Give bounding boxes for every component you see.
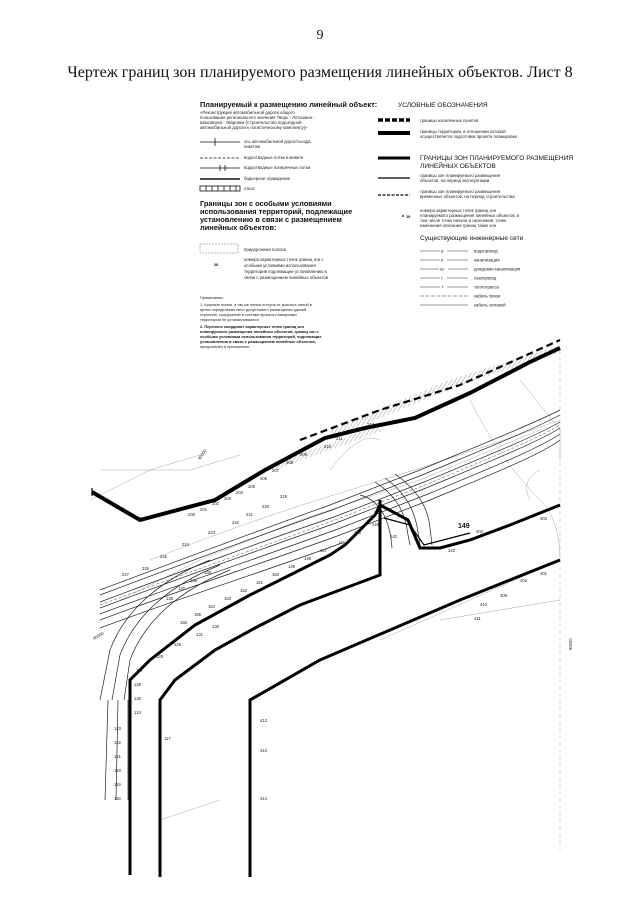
svg-text:временных объектов, на период: временных объектов, на период строительства: [420, 194, 515, 199]
svg-text:138: 138: [190, 578, 197, 583]
svg-text:пикетаж: пикетаж: [244, 144, 261, 149]
svg-text:водопровод: водопровод: [474, 248, 498, 254]
left-legend: [200, 100, 377, 349]
svg-text:канализация: канализация: [474, 257, 500, 263]
svg-text:142: 142: [390, 534, 397, 539]
svg-text:90000: 90000: [92, 630, 105, 641]
svg-text:откос: откос: [244, 186, 255, 191]
svg-text:ЛИНЕЙНЫХ ОБЪЕКТОВ: ЛИНЕЙНЫХ ОБЪЕКТОВ: [420, 163, 496, 170]
svg-text:212: 212: [350, 428, 357, 433]
networks-title: Существующие инженерные сети: [420, 235, 524, 242]
svg-text:128: 128: [156, 654, 163, 659]
legend-symbols-left: [200, 138, 240, 191]
svg-text:145: 145: [354, 530, 361, 535]
svg-text:150: 150: [272, 572, 279, 577]
svg-text:227: 227: [122, 572, 129, 577]
svg-text:401: 401: [540, 571, 547, 576]
map-sketch: [90, 340, 560, 877]
slope-hatch: [330, 345, 560, 438]
svg-text:Г: Г: [441, 275, 444, 281]
svg-text:146: 146: [338, 540, 345, 545]
svg-text:водоотводные поперечные лотки: водоотводные поперечные лотки: [244, 165, 311, 170]
svg-text:413: 413: [260, 748, 267, 753]
svg-text:том числе точек начала и оконч: том числе точек начала и окончания, точек: [420, 218, 507, 223]
page-title: Чертеж границ зон планируемого размещения линейных объектов. Лист 8: [67, 64, 573, 81]
zone-boundary-lower: [130, 500, 560, 877]
svg-text:автомобильной дороги к логисти: автомобильной дороги к логистическому комплексу)»: [200, 125, 308, 130]
svg-text:номера характерных точек грани: номера характерных точек границ зон с: [244, 257, 324, 262]
curve-road: [100, 560, 230, 800]
svg-text:206: 206: [260, 476, 267, 481]
svg-text:придорожная полоса: придорожная полоса: [244, 247, 287, 252]
svg-text:кабель силовой: кабель силовой: [474, 302, 506, 308]
map-point-labels: [92, 422, 573, 801]
svg-text:Т: Т: [441, 284, 444, 290]
svg-text:137: 137: [178, 586, 185, 591]
svg-text:207: 207: [272, 468, 279, 473]
svg-text:204: 204: [236, 490, 243, 495]
svg-text:ГРАНИЦЫ ЗОН ПЛАНИРУЕМОГО РАЗМЕ: ГРАНИЦЫ ЗОН ПЛАНИРУЕМОГО РАЗМЕЩЕНИЯ: [420, 155, 574, 162]
svg-text:200: 200: [188, 512, 195, 517]
svg-text:осуществляется подготовка прое: осуществляется подготовка проекта планировки: [420, 134, 517, 139]
svg-text:222: 222: [232, 520, 239, 525]
svg-text:228: 228: [138, 516, 145, 521]
svg-text:414: 414: [260, 796, 267, 801]
svg-text:410: 410: [480, 602, 487, 607]
svg-text:90000: 90000: [568, 638, 573, 650]
svg-text:136: 136: [166, 596, 173, 601]
svg-text:149: 149: [288, 564, 295, 569]
svg-text:123: 123: [114, 726, 121, 731]
svg-text:особыми условиями использовани: особыми условиями использования: [244, 263, 316, 268]
svg-text:Границы зон с особыми условиям: Границы зон с особыми условиями: [200, 199, 332, 208]
zone-point-example: 28: [214, 262, 219, 267]
svg-text:153: 153: [224, 596, 231, 601]
right-legend: [378, 102, 573, 308]
point-marker-icon: [402, 215, 404, 217]
svg-text:К: К: [441, 257, 444, 263]
svg-text:409: 409: [500, 593, 507, 598]
svg-text:208: 208: [286, 460, 293, 465]
point-example: 19: [406, 214, 411, 219]
svg-text:границы населенных пунктов: границы населенных пунктов: [420, 118, 479, 123]
svg-text:линейных объектов:: линейных объектов:: [200, 223, 277, 232]
svg-text:1. Красные линии, а так же лин: 1. Красные линии, а так же линии отступа от красных линий в: [200, 302, 312, 307]
page-number: 9: [316, 28, 324, 43]
svg-text:барьерное ограждение: барьерное ограждение: [244, 176, 291, 181]
svg-text:130: 130: [212, 624, 219, 629]
svg-text:территорий подлежащие установл: территорий подлежащие установлению в: [244, 269, 327, 274]
svg-text:границы территории, в отношени: границы территории, в отношении которой: [420, 129, 506, 134]
svg-text:155: 155: [194, 612, 201, 617]
svg-text:211: 211: [336, 436, 343, 441]
svg-text:2. Перечень координат характер: 2. Перечень координат характерных точек границ зон: [200, 324, 304, 329]
svg-text:объектов, на период эксплуатац: объектов, на период эксплуатации: [420, 178, 490, 183]
svg-text:К2: К2: [440, 266, 445, 272]
svg-text:В: В: [441, 248, 444, 254]
svg-text:221: 221: [246, 512, 253, 517]
big-point-label: 149: [458, 523, 470, 530]
svg-text:планируемого размещения линейн: планируемого размещения линейных объектов, границ зон с: [200, 329, 319, 334]
svg-text:использования территорий, подл: использования территорий, подлежащие: [200, 207, 353, 216]
svg-text:представлен в приложении: представлен в приложении: [200, 344, 250, 349]
svg-text:144: 144: [372, 522, 379, 527]
road-axis: [100, 425, 560, 605]
svg-text:412: 412: [260, 718, 267, 723]
svg-text:дождевая канализация: дождевая канализация: [474, 266, 521, 272]
svg-text:403: 403: [540, 516, 547, 521]
svg-text:147: 147: [320, 548, 327, 553]
svg-text:225: 225: [160, 554, 167, 559]
svg-text:территории не устанавливаются: территории не устанавливаются: [200, 317, 259, 322]
svg-text:219: 219: [280, 494, 287, 499]
svg-text:226: 226: [142, 566, 149, 571]
svg-text:границы зон планируемого разме: границы зон планируемого размещения: [420, 189, 500, 194]
svg-text:131: 131: [196, 632, 203, 637]
svg-text:152: 152: [240, 588, 247, 593]
svg-text:117: 117: [164, 736, 171, 741]
svg-text:201: 201: [200, 507, 207, 512]
svg-text:ось автомобильной дорог/съезда: ось автомобильной дорог/съезда,: [244, 139, 312, 144]
svg-text:120: 120: [114, 768, 121, 773]
svg-text:203: 203: [224, 496, 231, 501]
object-title: Планируемый к размещению линейный объект:: [200, 100, 378, 109]
svg-text:126: 126: [134, 682, 141, 687]
svg-text:202: 202: [212, 501, 219, 506]
svg-text:119: 119: [114, 782, 121, 787]
svg-text:143: 143: [448, 548, 455, 553]
svg-text:строений, сооружений в составе: строений, сооружений в составе проекта планировки: [200, 312, 297, 317]
svg-text:121: 121: [114, 754, 121, 759]
svg-text:129: 129: [174, 642, 181, 647]
svg-text:404: 404: [476, 529, 483, 534]
svg-text:224: 224: [182, 542, 189, 547]
svg-text:210: 210: [324, 444, 331, 449]
svg-text:связи с размещением линейных о: связи с размещением линейных объектов: [244, 275, 329, 280]
svg-text:151: 151: [256, 580, 263, 585]
svg-text:122: 122: [114, 740, 121, 745]
svg-text:особыми условиями использовани: особыми условиями использования территорий, подлежащие: [200, 334, 322, 339]
svg-text:118: 118: [114, 796, 121, 801]
svg-text:402: 402: [520, 578, 527, 583]
svg-text:220: 220: [262, 504, 269, 509]
svg-text:номера характерных точек грани: номера характерных точек границ зон: [420, 208, 497, 213]
svg-text:газопровод: газопровод: [474, 275, 497, 281]
svg-text:205: 205: [248, 484, 255, 489]
svg-text:«Реконструкция автомобильной д: «Реконструкция автомобильной дороги общего: [200, 110, 295, 115]
svg-text:213: 213: [367, 422, 374, 427]
svg-text:139: 139: [204, 570, 211, 575]
svg-text:223: 223: [208, 530, 215, 535]
svg-text:изменения описания границ таки: изменения описания границ таких зон: [420, 223, 497, 228]
svg-text:154: 154: [208, 604, 215, 609]
svg-text:теплотрасса: теплотрасса: [474, 284, 499, 290]
svg-text:411: 411: [474, 616, 481, 621]
svg-text:209: 209: [300, 452, 307, 457]
legend-symbols-right: [378, 120, 410, 195]
svg-text:156: 156: [180, 620, 187, 625]
svg-text:Примечания:: Примечания:: [200, 295, 224, 300]
svg-text:планируемого размещения линейн: планируемого размещения линейных объектов, в: [420, 213, 520, 218]
svg-text:Шаховская - Уваровка (Строител: Шаховская - Уваровка (Строительство подъездной: [200, 120, 302, 125]
svg-text:кабель связи: кабель связи: [474, 293, 501, 299]
svg-text:установлению в связи с размеще: установлению в связи с размещением линейных объектов,: [200, 339, 316, 344]
svg-text:целях определения мест допусти: целях определения мест допустимого размещения зданий,: [200, 307, 308, 312]
svg-text:пользования регионального знач: пользования регионального значения Тверь - Лотошино -: [200, 115, 315, 120]
svg-text:водоотводные лотки в кювете: водоотводные лотки в кювете: [244, 155, 304, 160]
svg-text:124: 124: [134, 710, 141, 715]
svg-text:148: 148: [304, 556, 311, 561]
roadside-strip-symbol: [200, 244, 238, 253]
legend-title: УСЛОВНЫЕ ОБОЗНАЧЕНИЯ: [398, 102, 488, 109]
svg-text:125: 125: [134, 696, 141, 701]
svg-text:127: 127: [136, 668, 143, 673]
svg-text:90000: 90000: [196, 448, 208, 461]
svg-text:границы зон планируемого разме: границы зон планируемого размещения: [420, 173, 500, 178]
svg-text:установлению в связи с размеще: установлению в связи с размещением: [200, 215, 342, 224]
